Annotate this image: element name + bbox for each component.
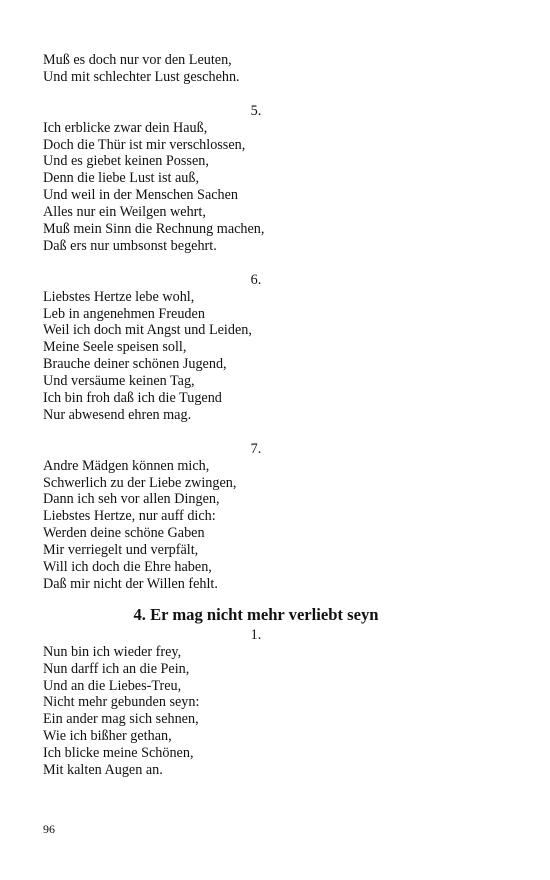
verse-line: Leb in angenehmen Freuden — [43, 305, 205, 322]
verse-line: Nun darff ich an die Pein, — [43, 660, 190, 677]
verse-line: Ich erblicke zwar dein Hauß, — [43, 119, 208, 136]
stanza-number: 1. — [250, 626, 262, 643]
stanza-number: 5. — [250, 102, 262, 119]
page-number: 96 — [43, 822, 55, 836]
verse-line: Nicht mehr gebunden seyn: — [43, 694, 200, 711]
verse-line: Meine Seele speisen soll, — [43, 339, 187, 356]
verse-line: Weil ich doch mit Angst und Leiden, — [43, 322, 252, 339]
verse-line: Werden deine schöne Gaben — [43, 525, 205, 542]
verse-line: Nur abwesend ehren mag. — [43, 406, 192, 423]
verse-line: Ich blicke meine Schönen, — [43, 745, 194, 762]
verse-line: Ich bin froh daß ich die Tugend — [43, 390, 222, 407]
verse-line: Und weil in der Menschen Sachen — [43, 187, 239, 204]
verse-line: Daß mir nicht der Willen fehlt. — [43, 575, 218, 592]
verse-line: Alles nur ein Weilgen wehrt, — [43, 204, 206, 221]
verse-line: Liebstes Hertze, nur auff dich: — [43, 508, 216, 525]
verse-line: Nun bin ich wieder frey, — [43, 643, 182, 660]
verse-line: Muß es doch nur vor den Leuten, — [43, 52, 232, 68]
verse-line: Muß mein Sinn die Rechnung machen, — [43, 221, 265, 238]
stanza-5 — [43, 103, 513, 255]
verse-line: Andre Mädgen können mich, — [43, 457, 210, 474]
poem-title: 4. Er mag nicht mehr verliebt seyn — [133, 604, 379, 624]
verse-line: Denn die liebe Lust ist auß, — [43, 170, 200, 187]
stanza-7 — [43, 441, 513, 593]
verse-line: Mir verriegelt und verpfält, — [43, 542, 199, 559]
verse-line: Daß ers nur umbsonst begehrt. — [43, 237, 217, 254]
verse-line: Mit kalten Augen an. — [43, 761, 163, 778]
poem4-stanza-1 — [43, 627, 513, 779]
verse-line: Wie ich bißher gethan, — [43, 728, 172, 745]
verse-line: Und mit schlechter Lust geschehn. — [43, 68, 240, 85]
stanza-number: 7. — [250, 440, 262, 457]
page-body — [43, 52, 513, 779]
verse-line: Und es giebet keinen Possen, — [43, 153, 209, 170]
verse-line: Brauche deiner schönen Jugend, — [43, 356, 227, 373]
stanza-6 — [43, 272, 513, 424]
verse-line: Und an die Liebes-Treu, — [43, 677, 182, 694]
verse-line: Und versäume keinen Tag, — [43, 373, 195, 390]
verse-line: Ein ander mag sich sehnen, — [43, 711, 199, 728]
verse-line: Doch die Thür ist mir verschlossen, — [43, 136, 246, 153]
verse-line: Schwerlich zu der Liebe zwingen, — [43, 474, 237, 491]
verse-line: Liebstes Hertze lebe wohl, — [43, 288, 195, 305]
stanza-continued — [43, 52, 513, 86]
verse-line: Dann ich seh vor allen Dingen, — [43, 491, 220, 508]
verse-line: Will ich doch die Ehre haben, — [43, 559, 212, 576]
stanza-number: 6. — [250, 271, 262, 288]
